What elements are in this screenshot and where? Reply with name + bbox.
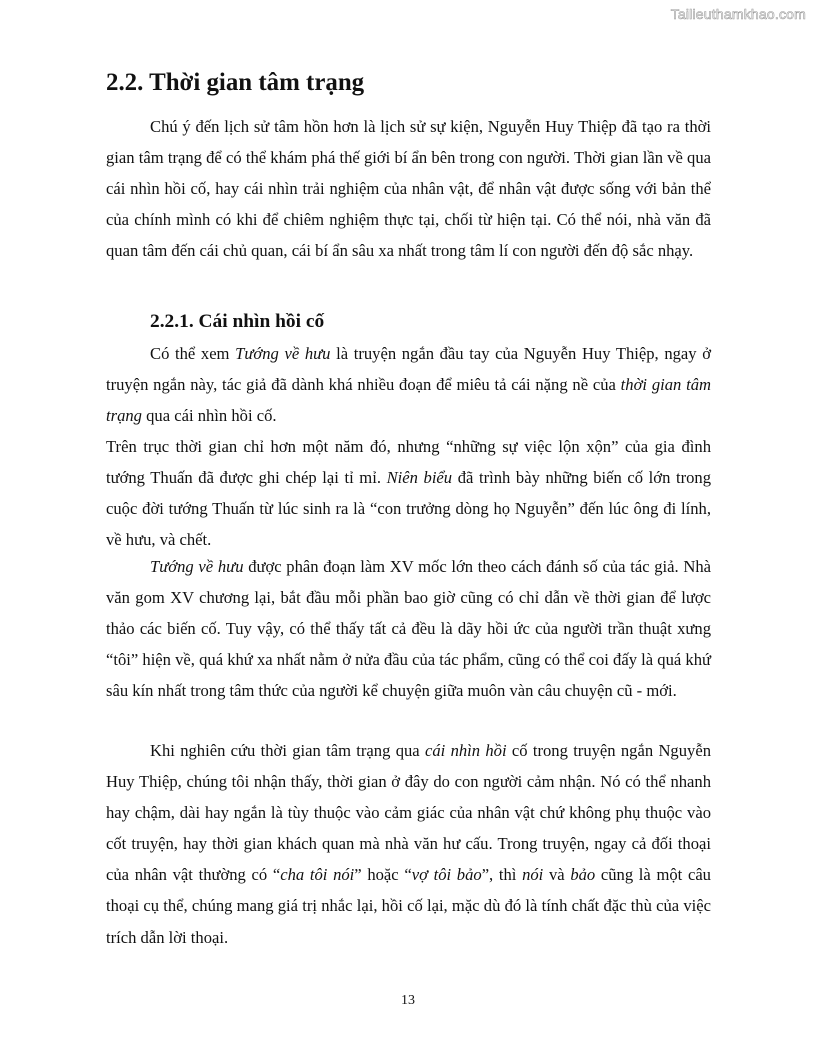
text-run: và: [543, 865, 571, 885]
text-run: Trên trục thời gian chỉ hơn một năm đó, nhưng “những sự việc lộn xộn” của gia đình tướng Thuấn đã được ghi chép lại tỉ mỉ.: [106, 437, 711, 488]
intro-paragraph: Chú ý đến lịch sử tâm hồn hơn là lịch sử sự kiện, Nguyễn Huy Thiệp đã tạo ra thời gian tâm trạng để có thể khám phá thế giới bí ẩn bên trong con người. Thời gian lần về qua cái nhìn hồi cố, hay cái nhìn trải nghiệm của nhân vật, để nhân vật được sống với bản thể của chính mình có khi để chiêm nghiệm thực tại, chối từ hiện tại. Có thể nói, nhà văn đã quan tâm đến cái chủ quan, cái bí ẩn sâu xa nhất trong tâm lí con người đến độ sắc nhạy.: [106, 117, 711, 261]
text-run: Có thể xem: [150, 344, 236, 363]
italic-run: nói: [522, 865, 544, 885]
italic-run: vợ tôi bảo: [411, 865, 482, 885]
text-run: ” hoặc “: [354, 865, 412, 885]
italic-run: bảo: [570, 865, 596, 885]
page-number: 13: [401, 993, 415, 1008]
paragraph-2: [106, 431, 711, 555]
subsection-heading: 2.2.1. Cái nhìn hồi cố: [150, 311, 325, 332]
italic-run: thời gian tâm trạng: [106, 375, 711, 426]
text-run: cũng là một câu thoại cụ thể, chúng mang giá trị nhắc lại, hồi cố lại, mặc dù đó là tính chất đặc thù của việc trích dẫn lời thoại.: [106, 865, 711, 947]
italic-run: Tướng về hưu: [150, 557, 244, 576]
italic-run: cái nhìn hồi: [424, 741, 507, 760]
text-run: ”, thì: [481, 865, 523, 885]
italic-run: cha tôi nói: [280, 865, 355, 885]
text-run: được phân đoạn làm XV mốc lớn theo cách đánh số của tác giả. Nhà văn gom XV chương lại, bắt đầu mỗi phần bao giờ cũng có chỉ dẫn về thời gian để lược thảo các biến cố. Tuy vậy, có thể thấy tất cả đều là dãy hồi ức của người trần thuật xưng “tôi” hiện về, quá khứ xa nhất nằm ở nửa đầu của tác phẩm, cũng có thể coi đấy là quá khứ sâu kín nhất trong tâm thức của người kể chuyện giữa muôn vàn câu chuyện cũ - mới.: [106, 557, 712, 701]
paragraph-4: [106, 735, 711, 953]
text-run: đã trình bày những biến cố lớn trong cuộc đời tướng Thuấn từ lúc sinh ra là “con trưởng dòng họ Nguyễn” đến lúc ông đi lính, về hưu, và chết.: [106, 468, 711, 550]
text-run: là truyện ngắn đầu tay của Nguyễn Huy Thiệp, ngay ở truyện ngắn này, tác giả đã dành khá nhiều đoạn để miêu tả cái nặng nề của: [106, 344, 712, 395]
paragraph-3: [106, 551, 711, 706]
text-run: cố trong truyện ngắn Nguyễn Huy Thiệp, chúng tôi nhận thấy, thời gian ở đây do con người cảm nhận. Nó có thể nhanh hay chậm, dài hay ngắn là tùy thuộc vào cảm giác của nhân vật chứ không phụ thuộc vào cốt truyện, hay thời gian khách quan mà nhà văn hư cấu. Trong truyện, ngay cả đối thoại của nhân vật thường có “: [106, 741, 711, 885]
paragraph-1: [106, 338, 711, 431]
text-run: qua cái nhìn hồi cố.: [141, 406, 277, 426]
watermark: Tailieuthamkhao.com: [670, 6, 806, 22]
italic-run: Niên biểu: [386, 468, 453, 488]
text-run: Khi nghiên cứu thời gian tâm trạng qua: [150, 741, 425, 760]
section-heading: 2.2. Thời gian tâm trạng: [106, 69, 365, 96]
italic-run: Tướng về hưu: [235, 344, 331, 363]
